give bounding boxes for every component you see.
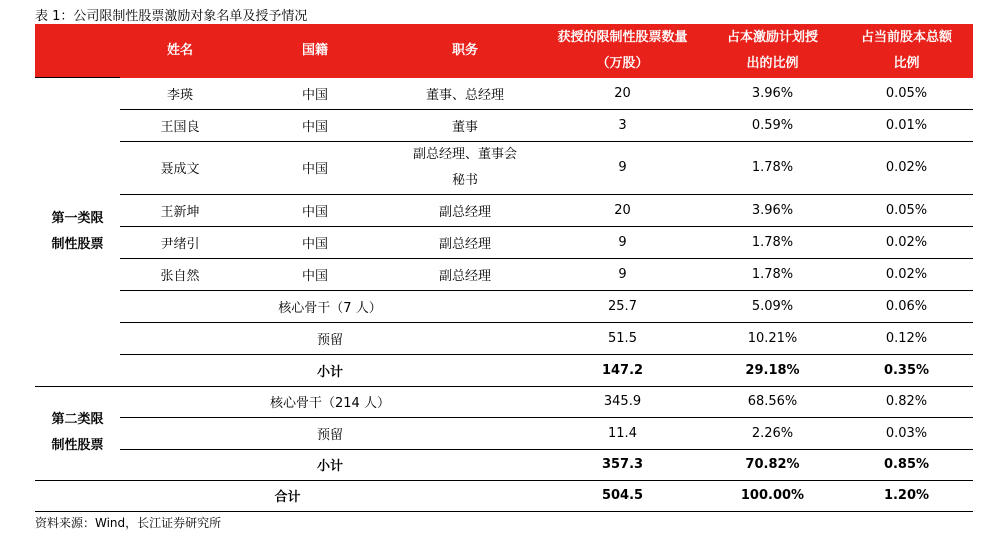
ratio-plan-cell: 70.82% (705, 449, 840, 480)
ratio-total-cell: 0.01% (840, 109, 973, 141)
table-row (35, 386, 973, 417)
ratio-plan-cell: 68.56% (705, 386, 840, 417)
table-caption: 表 1：公司限制性股票激励对象名单及授予情况 (35, 9, 308, 24)
ratio-total-cell: 0.03% (840, 417, 973, 449)
nationality-cell: 中国 (240, 109, 390, 141)
position-cell: 副总经理 (390, 194, 540, 226)
ratio-plan-cell: 0.59% (705, 109, 840, 141)
ratio-plan-cell: 1.78% (705, 226, 840, 258)
table-row (35, 258, 973, 290)
name-cell: 聂成文 (120, 141, 240, 194)
header-ratio-plan: 占本激励计划授 出的比例 (705, 24, 840, 78)
table-row (35, 78, 973, 110)
total-label: 合计 (35, 480, 540, 511)
shares-cell: 20 (540, 78, 705, 110)
nationality-cell: 中国 (240, 258, 390, 290)
shares-cell: 20 (540, 194, 705, 226)
shares-cell: 3 (540, 109, 705, 141)
ratio-plan-cell: 2.26% (705, 417, 840, 449)
position-cell: 副总经理 (390, 258, 540, 290)
name-cell: 张自然 (120, 258, 240, 290)
shares-cell: 504.5 (540, 480, 705, 511)
header-blank (35, 24, 120, 78)
header-name: 姓名 (120, 24, 240, 78)
ratio-total-cell: 0.02% (840, 258, 973, 290)
group2-label: 第二类限 制性股票 (35, 386, 120, 480)
header-shares: 获授的限制性股票数量 （万股） (540, 24, 705, 78)
reserved-label: 预留 (120, 417, 540, 449)
table-row (35, 194, 973, 226)
position-cell: 董事 (390, 109, 540, 141)
ratio-total-cell: 0.12% (840, 322, 973, 354)
incentive-table (35, 24, 973, 512)
ratio-total-cell: 1.20% (840, 480, 973, 511)
position-cell: 副总经理 (390, 226, 540, 258)
ratio-plan-cell: 10.21% (705, 322, 840, 354)
nationality-cell: 中国 (240, 194, 390, 226)
ratio-plan-cell: 1.78% (705, 141, 840, 194)
name-cell: 王国良 (120, 109, 240, 141)
core-staff-label: 核心骨干（7 人） (120, 290, 540, 322)
shares-cell: 51.5 (540, 322, 705, 354)
table-row (35, 290, 973, 322)
nationality-cell: 中国 (240, 226, 390, 258)
subtotal-row (35, 449, 973, 480)
table-row (35, 109, 973, 141)
ratio-plan-cell: 100.00% (705, 480, 840, 511)
nationality-cell: 中国 (240, 78, 390, 110)
header-ratio-total: 占当前股本总额 比例 (840, 24, 973, 78)
ratio-plan-cell: 5.09% (705, 290, 840, 322)
ratio-total-cell: 0.02% (840, 141, 973, 194)
shares-cell: 11.4 (540, 417, 705, 449)
name-cell: 李瑛 (120, 78, 240, 110)
name-cell: 尹绪引 (120, 226, 240, 258)
ratio-total-cell: 0.35% (840, 354, 973, 386)
table-row (35, 141, 973, 194)
ratio-total-cell: 0.82% (840, 386, 973, 417)
shares-cell: 9 (540, 141, 705, 194)
ratio-total-cell: 0.05% (840, 194, 973, 226)
shares-cell: 9 (540, 226, 705, 258)
subtotal-label: 小计 (120, 449, 540, 480)
shares-cell: 147.2 (540, 354, 705, 386)
source-note: 资料来源：Wind，长江证券研究所 (35, 516, 222, 530)
name-cell: 王新坤 (120, 194, 240, 226)
header-nationality: 国籍 (240, 24, 390, 78)
ratio-plan-cell: 3.96% (705, 78, 840, 110)
ratio-total-cell: 0.05% (840, 78, 973, 110)
core-staff-label: 核心骨干（214 人） (120, 386, 540, 417)
ratio-plan-cell: 1.78% (705, 258, 840, 290)
table-row (35, 226, 973, 258)
ratio-plan-cell: 29.18% (705, 354, 840, 386)
ratio-total-cell: 0.02% (840, 226, 973, 258)
reserved-label: 预留 (120, 322, 540, 354)
subtotal-row (35, 354, 973, 386)
group1-label: 第一类限 制性股票 (35, 78, 120, 387)
total-row (35, 480, 973, 511)
position-cell: 副总经理、董事会 秘书 (390, 141, 540, 194)
table-row (35, 417, 973, 449)
ratio-total-cell: 0.85% (840, 449, 973, 480)
shares-cell: 357.3 (540, 449, 705, 480)
shares-cell: 9 (540, 258, 705, 290)
ratio-plan-cell: 3.96% (705, 194, 840, 226)
nationality-cell: 中国 (240, 141, 390, 194)
shares-cell: 25.7 (540, 290, 705, 322)
table-row (35, 322, 973, 354)
subtotal-label: 小计 (120, 354, 540, 386)
header-position: 职务 (390, 24, 540, 78)
shares-cell: 345.9 (540, 386, 705, 417)
header-row (35, 24, 973, 78)
position-cell: 董事、总经理 (390, 78, 540, 110)
ratio-total-cell: 0.06% (840, 290, 973, 322)
